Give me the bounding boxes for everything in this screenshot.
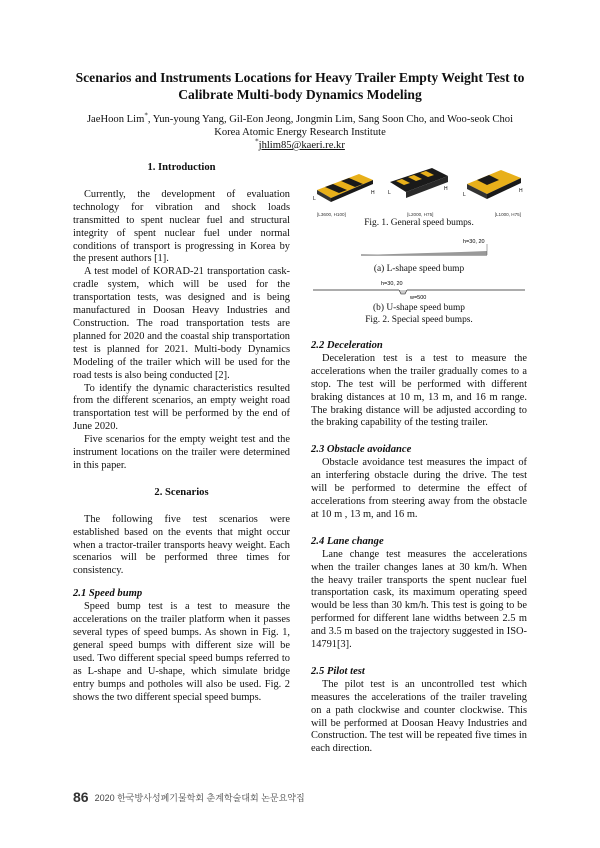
figures-area: [311, 160, 527, 326]
footer-proceedings-title: 2020 한국방사성폐기물학회 춘계학술대회 논문요약집: [94, 793, 305, 803]
corresponding-mark: *: [144, 111, 148, 120]
bump-label-2: [L2000, H75]: [407, 212, 434, 217]
subsection-heading-lane-change: 2.4 Lane change: [311, 535, 384, 547]
u-shape-bump-diagram: [311, 278, 527, 302]
l-shape-bump-diagram: [311, 233, 527, 263]
fig1-caption: Fig. 1. General speed bumps.: [364, 218, 474, 228]
subsection-heading-speed-bump: 2.1 Speed bump: [73, 588, 143, 600]
right-column: [311, 340, 527, 756]
speed-bump-image-3: [461, 160, 527, 210]
subsection-heading-pilot-test: 2.5 Pilot test: [311, 665, 365, 677]
intro-paragraph-2: A test model of KORAD-21 transportation cask-cradle system, which will be used for the transportation tests, was designed and is being manufactured in Doosan Heavy Industries and Construction. The road transportation tests are planned for 2020 and the coastal ship transportation test is planned for 2021. Multi-body Dynamics Modeling of the trailer which will be used for the road tests is also being conducted [2].: [73, 266, 290, 381]
co-authors: , Yun-young Yang, Gil-Eon Jeong, Jongmin Lim, Sang Soon Cho, and Woo-seok Choi: [147, 114, 514, 125]
fig1-bump-images: [311, 160, 527, 210]
obstacle-avoidance-paragraph: Obstacle avoidance test measures the impact of an interfering obstacle during the drive. The test will be performed to determine the effect of accelerations from steering away from the obstacle at 10 m , 13 m, and 16 m.: [311, 457, 527, 520]
dim-letter-h-1: H: [371, 190, 375, 196]
pilot-test-paragraph: The pilot test is an uncontrolled test which measures the accelerations of the trailer traveling on a path clockwise and counter clockwise. This will be performed at Doosan Heavy Industries and Construction. The test will be repeated five times in each direction.: [311, 678, 527, 755]
section-heading-introduction: 1. Introduction: [147, 162, 216, 173]
fig2a-label: (a) L-shape speed bump: [373, 264, 465, 274]
u-shape-dimension-w: w=500: [410, 295, 427, 301]
email-line: [40, 139, 560, 152]
intro-paragraph-1: Currently, the development of evaluation technology for vibration and shock loads transmitted to spent nuclear fuel and structural integrity of spent nuclear fuel under normal conditions of transport is progressing in Korea by the present authors [1].: [73, 188, 290, 265]
bump-label-1: [L3600, H100]: [317, 212, 346, 217]
speed-bump-image-2: [386, 160, 452, 210]
speed-bump-paragraph: Speed bump test is a test to measure the accelerations on the trailer platform when it passes several types of speed bumps. As shown in Fig. 1, general speed bumps with different size will be used. Two different special speed bumps referred to as L-shape and U-shape, which simulate bridge entry bumps and potholes will also be used. Fig. 2 shows the two different special speed bumps.: [73, 601, 290, 703]
bump-label-3: [L1000, H75]: [494, 212, 521, 217]
section-heading-scenarios: 2. Scenarios: [154, 486, 209, 498]
l-shape-dimension: h=30, 20: [463, 239, 485, 245]
dim-letter-l-2: L: [388, 190, 391, 196]
subsection-heading-obstacle-avoidance: 2.3 Obstacle avoidance: [311, 444, 412, 456]
lane-change-paragraph: Lane change test measures the accelerations when the trailer changes lanes at 30 km/h. When the heavy trailer transports the spent nuclear fuel transportation cask, its maximum operating speed would be less than 30 km/h. This test is going to be performed for different lane widths between 2.5 m and 3.5 m based on the trajectory suggested in ISO-14791[3].: [311, 548, 527, 651]
dim-letter-h-3: H: [519, 188, 523, 194]
affiliation: Korea Atomic Energy Research Institute: [214, 127, 386, 138]
dim-letter-l-1: L: [313, 196, 316, 202]
page-footer: [73, 789, 305, 805]
dim-letter-l-3: L: [463, 192, 466, 198]
corresponding-author: JaeHoon Lim: [86, 114, 145, 125]
intro-paragraph-3: To identify the dynamic characteristics resulted from the different scenarios, an empty weight road transportation test will be performed by the end of June 2020.: [73, 382, 290, 433]
paper-title: Scenarios and Instruments Locations for Heavy Trailer Empty Weight Test to Calibrate Multi-body Dynamics Modeling: [75, 70, 525, 102]
left-column: [73, 162, 290, 704]
email-mark: *: [255, 137, 259, 146]
email-link[interactable]: jhlim85@kaeri.re.kr: [258, 140, 345, 151]
scenarios-paragraph-1: The following five test scenarios were established based on the events that might occur when a tractor-trailer transports heavy weight. Each scenarios will be performed three times for consistency.: [73, 513, 290, 577]
fig2-caption: Fig. 2. Special speed bumps.: [365, 315, 473, 325]
page-number: 86: [73, 789, 89, 805]
speed-bump-image-1: [311, 160, 377, 210]
deceleration-paragraph: Deceleration test is a test to measure the accelerations when the trailer gradually comes to a stop. The test will be performed with different braking distances at 10 m, 13 m, and 16 m range. The braking distance will be adjusted according to the braking capability of the testing trailer.: [311, 352, 527, 429]
subsection-heading-deceleration: 2.2 Deceleration: [311, 340, 383, 351]
intro-paragraph-4: Five scenarios for the empty weight test and the instrument locations on the trailer were determined in this paper.: [73, 434, 290, 471]
author-block: [40, 113, 560, 152]
u-shape-dimension-h: h=30, 20: [381, 281, 403, 287]
dim-letter-h-2: H: [444, 186, 448, 192]
author-list: [40, 113, 560, 126]
fig2b-label: (b) U-shape speed bump: [373, 303, 465, 313]
